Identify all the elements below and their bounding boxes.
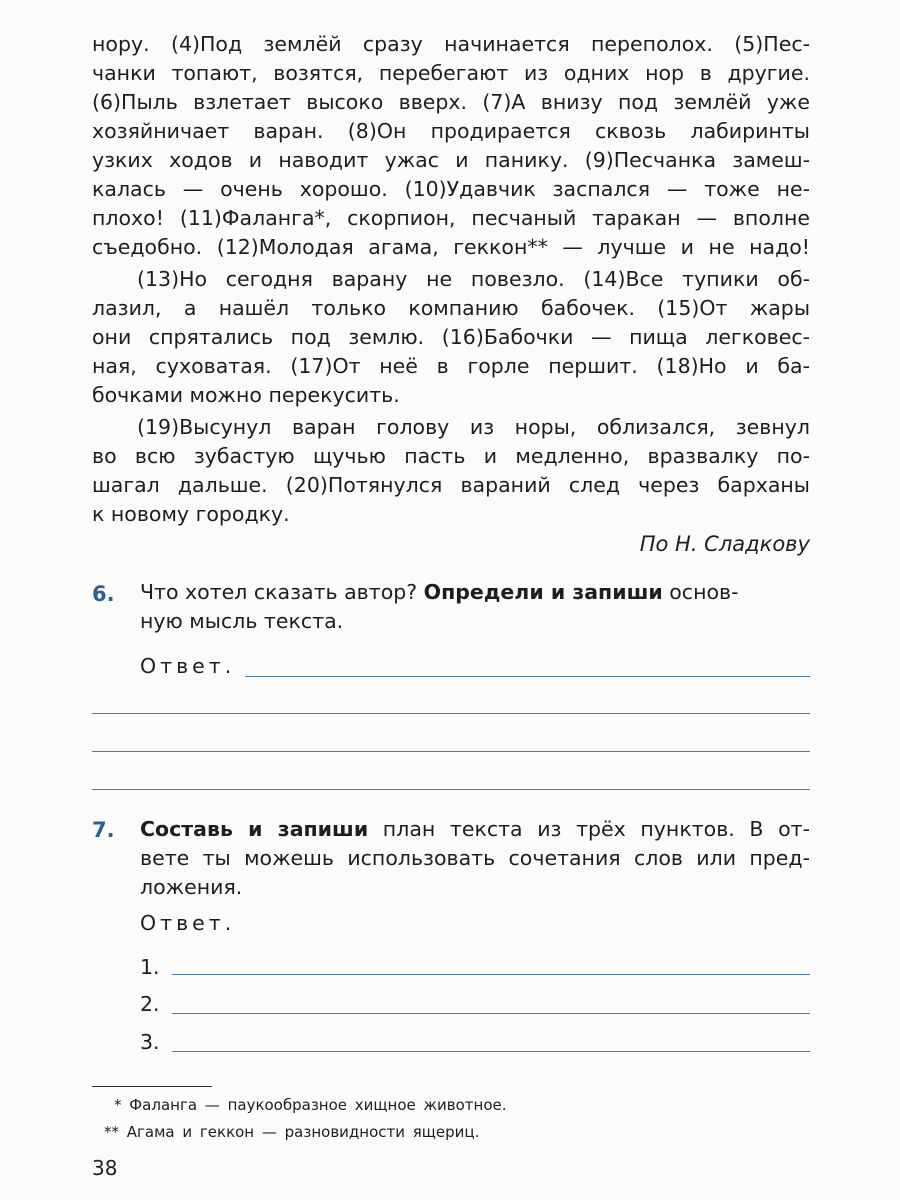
text-line: шагал дальше. (20)Потянулся вараний след через барханы	[92, 473, 810, 497]
plan-item-number: 2.	[140, 992, 160, 1016]
page-number: 38	[92, 1156, 118, 1180]
text-line: лазил, а нашёл только компанию бабочек. (15)От жары	[92, 296, 810, 320]
text-line: (19)Высунул варан голову из норы, облизался, зевнул	[137, 415, 810, 439]
task-6-text-post: основ-	[662, 580, 739, 604]
text-line: бочками можно перекусить.	[92, 383, 400, 407]
text-line: съедобно. (12)Молодая агама, геккон** — лучше и не надо!	[92, 235, 810, 259]
text-line: хозяйничает варан. (8)Он продирается сквозь лабиринты	[92, 119, 810, 143]
answer-line[interactable]	[92, 713, 810, 714]
text-line: (13)Но сегодня варану не повезло. (14)Все тупики об-	[137, 267, 810, 291]
task-7-line-3: ложения.	[140, 875, 243, 899]
answer-line[interactable]	[92, 751, 810, 752]
task-6-text-pre: Что хотел сказать автор?	[140, 580, 424, 604]
plan-item-number: 3.	[140, 1030, 160, 1054]
task-6-line-1	[140, 578, 810, 606]
task-7-answer-label: Ответ.	[140, 911, 236, 935]
answer-line[interactable]	[245, 676, 810, 677]
task-7-line-1	[140, 815, 810, 843]
text-line: калась — очень хорошо. (10)Удавчик заспался — тоже не-	[92, 177, 810, 201]
task-7-number: 7.	[92, 818, 115, 842]
task-6-answer-label: Ответ.	[140, 654, 236, 678]
footnote-divider	[92, 1086, 212, 1087]
task-6-number: 6.	[92, 582, 115, 606]
task-6-text-bold: Определи и запиши	[423, 580, 663, 604]
answer-line[interactable]	[92, 789, 810, 790]
plan-answer-line[interactable]	[172, 1013, 810, 1014]
task-7-text-bold: Составь и запиши	[140, 817, 369, 841]
plan-answer-line[interactable]	[172, 1051, 810, 1052]
footnote: ** Агама и геккон — разновидности ящериц.	[104, 1123, 480, 1141]
text-line: они спрятались под землю. (16)Бабочки — пища легковес-	[92, 325, 810, 349]
task-7-text-post: план текста из трёх пунктов. В от-	[368, 817, 810, 841]
author-attribution: По Н. Сладкову	[639, 532, 810, 556]
text-line: (6)Пыль взлетает высоко вверх. (7)А внизу под землёй уже	[92, 90, 810, 114]
text-line: во всю зубастую щучью пасть и медленно, вразвалку по-	[92, 444, 810, 468]
task-7-line-2: вете ты можешь использовать сочетания слов или пред-	[140, 846, 810, 870]
footnote: * Фаланга — паукообразное хищное животное.	[114, 1096, 507, 1114]
text-line: узких ходов и наводит ужас и панику. (9)Песчанка замеш-	[92, 148, 810, 172]
text-line: плохо! (11)Фаланга*, скорпион, песчаный таракан — вполне	[92, 206, 810, 230]
text-line: чанки топают, возятся, перебегают из одних нор в другие.	[92, 61, 810, 85]
text-line: нору. (4)Под землёй сразу начинается переполох. (5)Пес-	[92, 32, 810, 56]
task-6-line-2: ную мысль текста.	[140, 609, 344, 633]
text-line: к новому городку.	[92, 502, 290, 526]
text-line: ная, суховатая. (17)От неё в горле першит. (18)Но и ба-	[92, 354, 810, 378]
plan-answer-line[interactable]	[172, 974, 810, 975]
plan-item-number: 1.	[140, 955, 160, 979]
